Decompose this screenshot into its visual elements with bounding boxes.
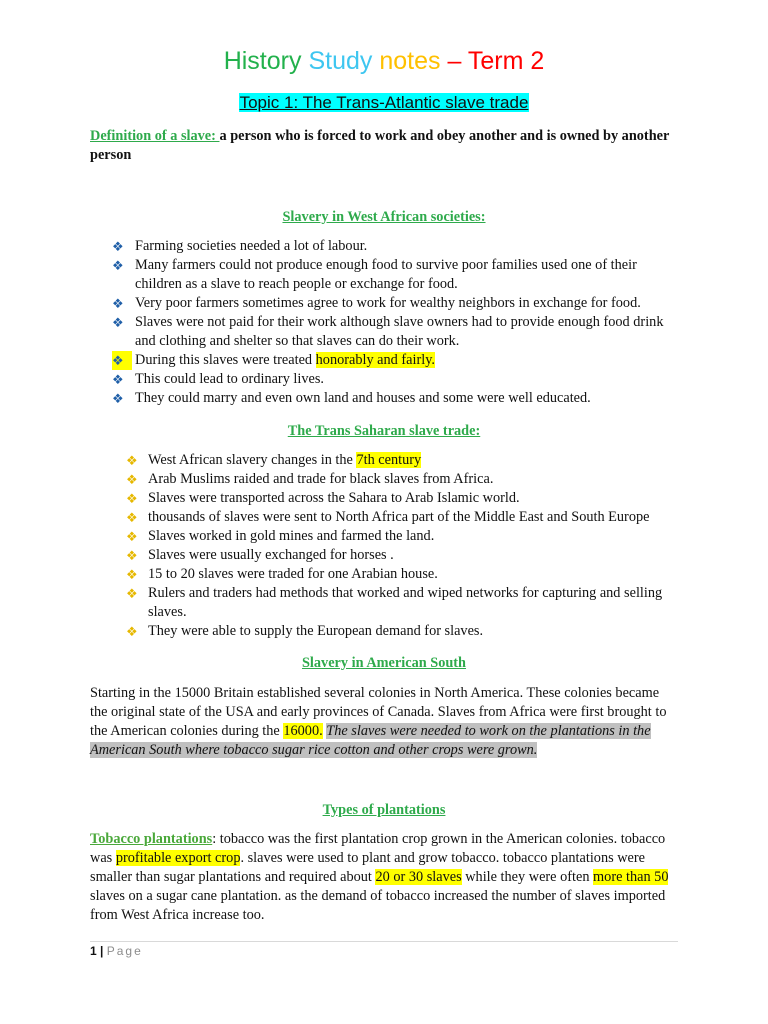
- list-item: [112, 256, 680, 294]
- list-item: [126, 527, 688, 546]
- definition-paragraph: [90, 127, 680, 165]
- definition-label: Definition of a slave:: [90, 128, 220, 144]
- list-item-text: Slaves were usually exchanged for horses .: [148, 547, 394, 563]
- diamond-bullet-icon: ❖: [126, 529, 138, 544]
- section-heading-american-south: Slavery in American South: [301, 655, 467, 671]
- list-item: [112, 237, 680, 256]
- section-heading-west-african: Slavery in West African societies:: [282, 209, 486, 225]
- paragraph-text: while they were often: [461, 869, 594, 885]
- list-item-text: They were able to supply the European demand for slaves.: [148, 623, 484, 639]
- list-item: [126, 622, 688, 641]
- list-item: [126, 565, 688, 584]
- list-item-text: Farming societies needed a lot of labour.: [135, 238, 368, 254]
- list-item: [126, 584, 688, 622]
- topic-heading: [0, 92, 768, 114]
- list-item-text: This could lead to ordinary lives.: [135, 371, 324, 387]
- list-item-text: They could marry and even own land and houses and some were well educated.: [135, 390, 591, 406]
- list-item-text: Slaves were transported across the Sahara to Arab Islamic world.: [148, 490, 520, 506]
- list-item: [112, 313, 680, 351]
- list-item-text: Slaves were not paid for their work although slave owners had to provide enough food drink and clothing and shelter so that slaves can do their work.: [135, 314, 664, 349]
- list-item-text: Many farmers could not produce enough food to survive poor families used one of their children as a slave to reach people or exchange for food.: [135, 257, 637, 292]
- diamond-bullet-icon: ❖: [112, 315, 124, 330]
- list-item-text: thousands of slaves were sent to North Africa part of the Middle East and South Europe: [148, 509, 650, 525]
- list-item: [112, 294, 680, 313]
- title-word-notes: notes: [379, 47, 441, 75]
- tobacco-plantations-paragraph: [90, 830, 680, 925]
- diamond-bullet-icon: ❖: [112, 296, 124, 311]
- diamond-bullet-icon: ❖: [126, 548, 138, 563]
- list-item: [126, 489, 688, 508]
- west-african-bullet-list: [112, 237, 680, 408]
- american-south-paragraph: [90, 684, 680, 760]
- title-word-history: History: [223, 47, 302, 75]
- diamond-bullet-icon: ❖: [126, 624, 138, 639]
- diamond-bullet-icon: ❖: [112, 351, 132, 370]
- page-footer: [90, 943, 143, 959]
- page-separator: |: [96, 944, 107, 958]
- title-word-term: – Term 2: [447, 47, 545, 75]
- highlighted-text: 20 or 30 slaves: [375, 869, 462, 885]
- page-label: Page: [106, 944, 143, 958]
- list-item-text: Very poor farmers sometimes agree to work for wealthy neighbors in exchange for food.: [135, 295, 641, 311]
- page-number: 1: [90, 944, 97, 958]
- paragraph-text: . slaves were used to plant and grow tobacco. tobacco plantations were smaller than sugar plantations and required about: [90, 850, 646, 885]
- highlighted-text: 16000.: [283, 723, 323, 739]
- diamond-bullet-icon: ❖: [126, 491, 138, 506]
- list-item-text: Slaves worked in gold mines and farmed the land.: [148, 528, 435, 544]
- list-item-text: West African slavery changes in the: [148, 452, 357, 468]
- diamond-bullet-icon: ❖: [126, 567, 138, 582]
- list-item: [112, 389, 680, 408]
- trans-saharan-bullet-list: [126, 451, 688, 641]
- list-item: [112, 351, 680, 370]
- diamond-bullet-icon: ❖: [112, 391, 124, 406]
- tobacco-plantations-label: Tobacco plantations: [90, 831, 213, 847]
- diamond-bullet-icon: ❖: [126, 586, 138, 601]
- list-item: [126, 451, 688, 470]
- highlighted-text: more than 50: [593, 869, 669, 885]
- highlighted-text: 7th century: [356, 452, 422, 468]
- topic-heading-text: Topic 1: The Trans-Atlantic slave trade: [239, 93, 529, 112]
- gray-highlighted-text: The slaves were needed to work on the plantations in the American South where tobacco sugar rice cotton and other crops were grown.: [90, 723, 651, 758]
- paragraph-text: Starting in the 15000 Britain established several colonies in North America. These colonies became the original state of the USA and early provinces of Canada. Slaves from Africa were first brought to the American colonies during the: [90, 685, 667, 739]
- diamond-bullet-icon: ❖: [112, 239, 124, 254]
- diamond-bullet-icon: ❖: [126, 510, 138, 525]
- list-item-text: During this slaves were treated: [135, 352, 316, 368]
- list-item: [112, 370, 680, 389]
- paragraph-text: slaves on a sugar cane plantation. as the demand of tobacco increased the number of slaves imported from West Africa increase too.: [90, 888, 666, 923]
- diamond-bullet-icon: ❖: [126, 472, 138, 487]
- list-item: [126, 470, 688, 489]
- list-item-text: Rulers and traders had methods that worked and wiped networks for capturing and selling slaves.: [148, 585, 663, 620]
- highlighted-text: honorably and fairly.: [315, 352, 436, 368]
- diamond-bullet-icon: ❖: [112, 258, 124, 273]
- list-item-text: 15 to 20 slaves were traded for one Arabian house.: [148, 566, 438, 582]
- highlighted-text: profitable export crop: [115, 850, 241, 866]
- section-heading-types-of-plantations: Types of plantations: [322, 802, 446, 818]
- document-title: [0, 44, 768, 78]
- diamond-bullet-icon: ❖: [112, 372, 124, 387]
- definition-text: a person who is forced to work and obey another and is owned by another person: [90, 128, 670, 163]
- title-word-study: Study: [308, 47, 373, 75]
- footer-divider: [90, 941, 678, 942]
- list-item: [126, 508, 688, 527]
- list-item: [126, 546, 688, 565]
- diamond-bullet-icon: ❖: [126, 453, 138, 468]
- section-heading-trans-saharan: The Trans Saharan slave trade:: [287, 423, 481, 439]
- paragraph-text: : tobacco was the first plantation crop grown in the American colonies. tobacco was: [90, 831, 666, 866]
- list-item-text: Arab Muslims raided and trade for black slaves from Africa.: [148, 471, 494, 487]
